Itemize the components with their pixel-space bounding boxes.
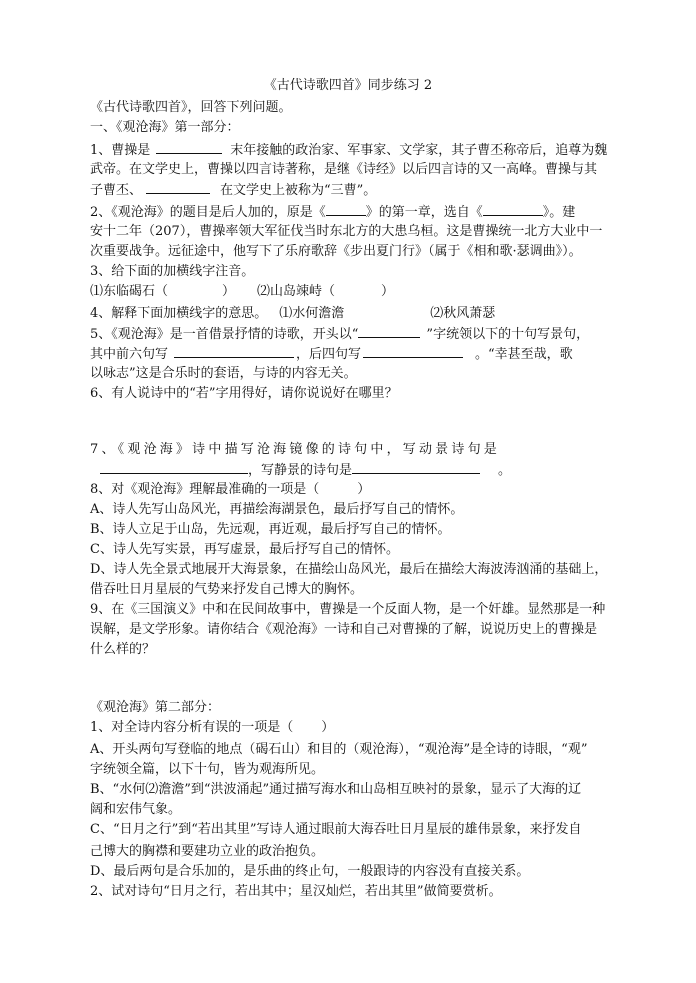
question-5-line-2: 其中前六句写 ，后四句写 。“幸甚至哉，歌 — [90, 344, 573, 365]
answer-blank[interactable] — [100, 460, 248, 474]
part2-q1-option-a-line-1: A、开头两句写登临的地点（碣石山）和目的（观沧海），“观沧海”是全诗的诗眼，“观” — [90, 742, 588, 757]
part2-heading: 《观沧海》第二部分： — [90, 700, 221, 715]
part2-q1-option-b-line-2: 阔和宏伟气象。 — [90, 802, 182, 817]
question-8-option-b: B、诗人立足于山岛，先远观，再近观，最后抒写自己的情怀。 — [90, 522, 451, 537]
question-5-line-1: 5、《观沧海》是一首借景抒情的诗歌，开头以“ ”字统领以下的十句写景句， — [90, 324, 589, 345]
question-7-line-1: 7、《观沧海》诗中描写沧海镜像的诗句中，写动景诗句是 — [90, 442, 500, 457]
question-6: 6、有人说诗中的“若”字用得好，请你说说好在哪里？ — [90, 386, 398, 401]
answer-blank[interactable] — [146, 180, 210, 194]
answer-blank[interactable] — [326, 202, 366, 216]
part2-q1-option-b-line-1: B、“水何⑵澹澹”到“洪波涌起”通过描写海水和山岛相互映衬的景象，显示了大海的辽 — [90, 782, 582, 797]
part2-q1-option-c-line-1: C、“日月之行”到“若出其里”写诗人通过眼前大海吞吐日月星辰的雄伟景象，来抒发自 — [90, 822, 582, 837]
question-8-option-d-line-2: 借吞吐日月星辰的气势来抒发自己博大的胸怀。 — [90, 582, 364, 597]
question-8-option-c: C、诗人先写实景，再写虚景，最后抒写自己的情怀。 — [90, 542, 399, 557]
answer-blank[interactable] — [363, 344, 463, 358]
part1-heading: 一、《观沧海》第一部分： — [90, 120, 240, 135]
question-3: 3、给下面的加横线字注音。 — [90, 264, 255, 279]
question-1-line-1: 1、曹操是 末年接触的政治家、军事家、文学家，其子曹丕称帝后，追尊为魏 — [90, 140, 607, 161]
answer-blank[interactable] — [174, 344, 294, 358]
question-9-line-3: 什么样的？ — [90, 642, 156, 657]
question-5-line-3: 以咏志”这是合乐时的套语，与诗的内容无关。 — [90, 366, 357, 381]
question-2-line-2: 安十二年（207），曹操率领大军征伐当时东北方的大患乌桓。这是曹操统一北方大业中一 — [90, 224, 603, 239]
question-3-items: ⑴东临碣石（ ） ⑵山岛竦峙（ ） — [90, 284, 395, 299]
part2-q1-option-c-line-2: 己博大的胸襟和要建功立业的政治抱负。 — [90, 844, 325, 859]
question-9-line-2: 误解，是文学形象。请你结合《观沧海》一诗和自己对曹操的了解，说说历史上的曹操是 — [90, 622, 598, 637]
answer-blank[interactable] — [156, 140, 222, 154]
question-4: 4、解释下面加横线字的意思。 ⑴水何澹澹 ⑵秋风萧瑟 — [90, 306, 496, 321]
question-2-line-1: 2、《观沧海》的题目是后人加的，原是《 》的第一章，选自《 》。建 — [90, 202, 575, 223]
part2-question-2: 2、试对诗句“日月之行，若出其中；星汉灿烂，若出其里”做简要赏析。 — [90, 884, 502, 899]
part2-q1-option-a-line-2: 字统领全篇，以下十句，皆为观海所见。 — [90, 762, 325, 777]
page-title: 《古代诗歌四首》同步练习 2 — [263, 78, 433, 93]
question-8-option-a: A、诗人先写山岛风光，再描绘海湖景色，最后抒写自己的情怀。 — [90, 502, 464, 517]
question-8: 8、对《观沧海》理解最准确的一项是（ ） — [90, 482, 371, 497]
question-8-option-d-line-1: D、诗人先全景式地展开大海景象，在描绘山岛风光，最后在描绘大海波涛汹涌的基础上， — [90, 562, 608, 577]
intro-line: 《古代诗歌四首》，回答下列问题。 — [90, 100, 292, 115]
question-1-line-2: 武帝。在文学史上，曹操以四言诗著称，是继《诗经》以后四言诗的又一高峰。曹操与其 — [90, 162, 598, 177]
question-1-line-3: 子曹丕、 在文学史上被称为“三曹”。 — [90, 180, 376, 201]
answer-blank[interactable] — [352, 460, 480, 474]
question-7-line-2: ，写静景的诗句是 。 — [90, 460, 511, 481]
question-9-line-1: 9、在《三国演义》中和在民间故事中，曹操是一个反面人物，是一个奸雄。显然那是一种 — [90, 602, 606, 617]
part2-q1-option-d: D、最后两句是合乐加的，是乐曲的终止句，一般跟诗的内容没有直接关系。 — [90, 864, 530, 879]
answer-blank[interactable] — [358, 324, 420, 338]
question-2-line-3: 次重要战争。远征途中，他写下了乐府歌辞《步出夏门行》（属于《相和歌·瑟调曲》）。 — [90, 244, 582, 259]
answer-blank[interactable] — [483, 202, 543, 216]
part2-question-1: 1、对全诗内容分析有误的一项是（ ） — [90, 720, 335, 735]
